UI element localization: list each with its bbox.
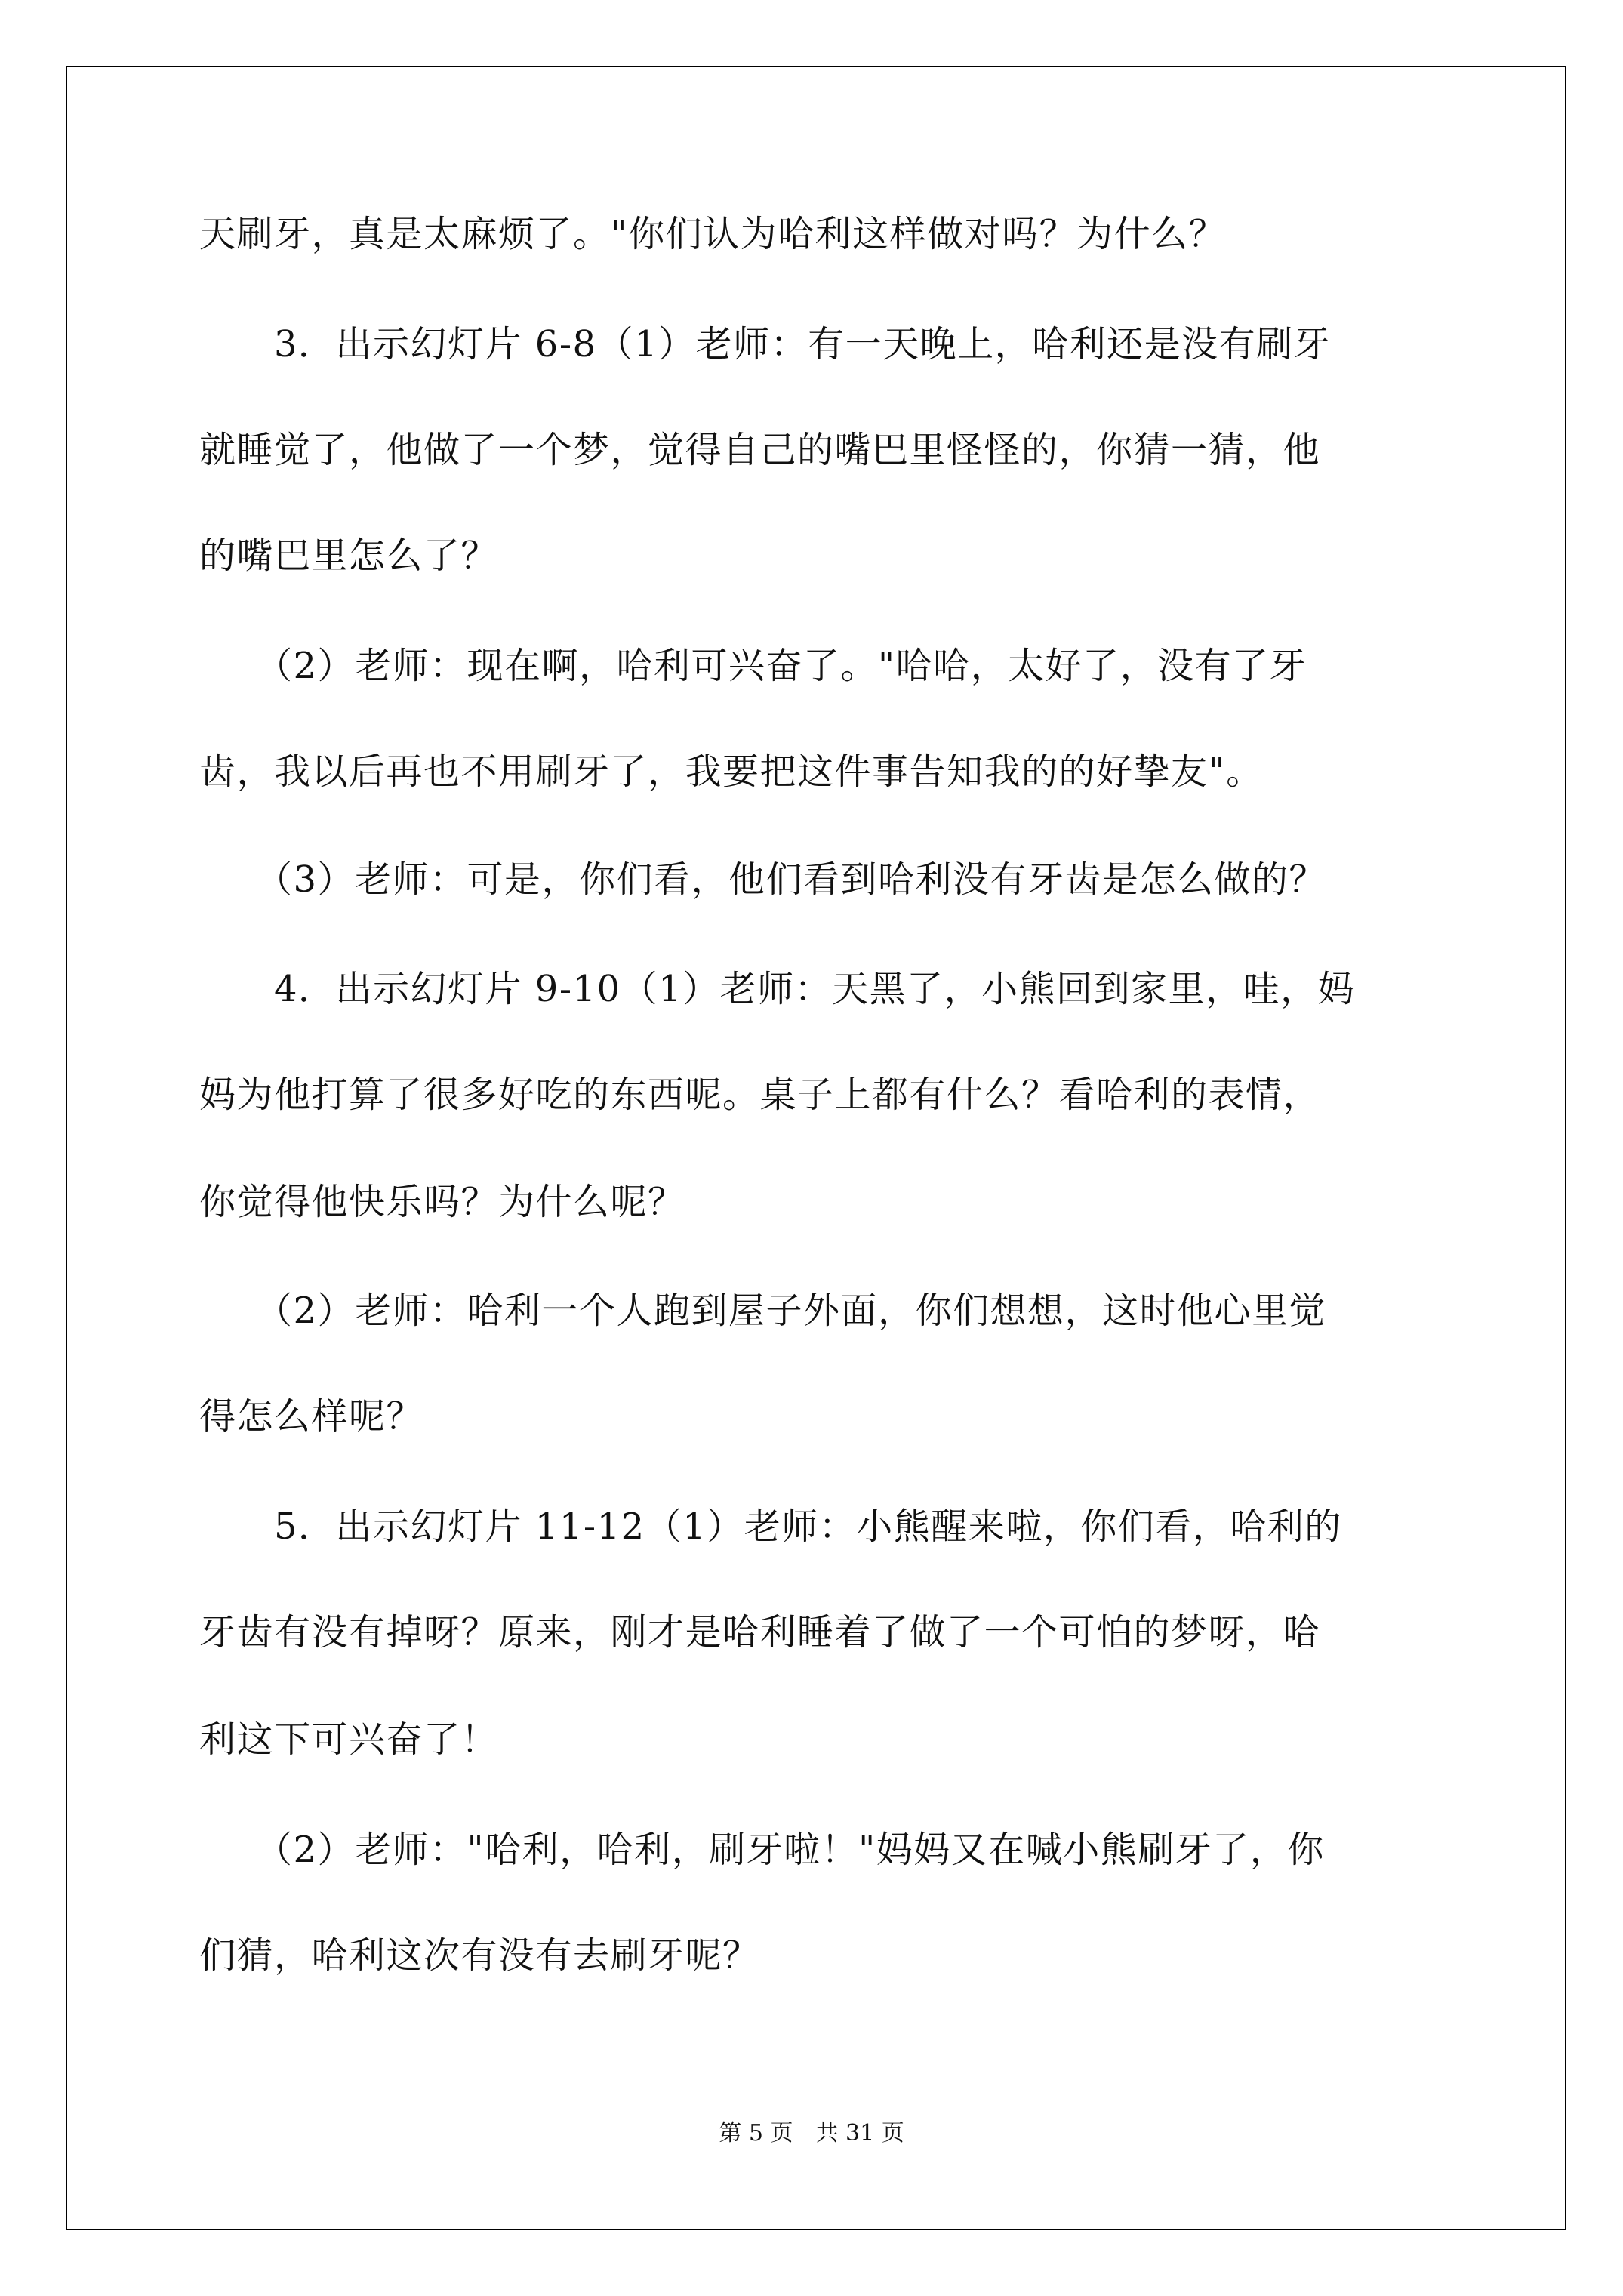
text-line: （2）老师："哈利，哈利，刷牙啦！"妈妈又在喊小熊刷牙了，你 xyxy=(199,1829,1325,1871)
text-line: （3）老师：可是，你们看，他们看到哈利没有牙齿是怎么做的？ xyxy=(199,858,1327,901)
text-line: 你觉得他快乐吗？为什么呢？ xyxy=(199,1181,685,1223)
text-line: 牙齿有没有掉呀？原来，刚才是哈利睡着了做了一个可怕的梦呀，哈 xyxy=(199,1611,1321,1653)
text-line: 利这下可兴奋了！ xyxy=(199,1718,499,1761)
text-line: 妈为他打算了很多好吃的东西呢。桌子上都有什么？看哈利的表情， xyxy=(199,1074,1321,1116)
text-line: 就睡觉了，他做了一个梦，觉得自己的嘴巴里怪怪的，你猜一猜，他 xyxy=(199,429,1321,471)
text-line: 们猜，哈利这次有没有去刷牙呢？ xyxy=(199,1934,760,1977)
text-line: 的嘴巴里怎么了？ xyxy=(199,535,499,577)
text-line: 齿，我以后再也不用刷牙了，我要把这件事告知我的的好挚友"。 xyxy=(199,750,1264,793)
text-line: 3．出示幻灯片 6-8（1）老师：有一天晚上，哈利还是没有刷牙 xyxy=(199,323,1332,365)
text-line: 4．出示幻灯片 9-10（1）老师：天黑了，小熊回到家里，哇，妈 xyxy=(199,968,1356,1010)
page-number: 第 5 页 共 31 页 xyxy=(719,2120,904,2147)
text-line: 5．出示幻灯片 11-12（1）老师：小熊醒来啦，你们看，哈利的 xyxy=(199,1505,1342,1548)
text-line: （2）老师：现在啊，哈利可兴奋了。"哈哈，太好了，没有了牙 xyxy=(199,645,1307,687)
page-border xyxy=(66,66,1566,2230)
text-line: （2）老师：哈利一个人跑到屋子外面，你们想想，这时他心里觉 xyxy=(199,1290,1327,1332)
text-line: 天刷牙，真是太麻烦了。"你们认为哈利这样做对吗？为什么？ xyxy=(199,213,1227,255)
text-line: 得怎么样呢？ xyxy=(199,1395,424,1438)
